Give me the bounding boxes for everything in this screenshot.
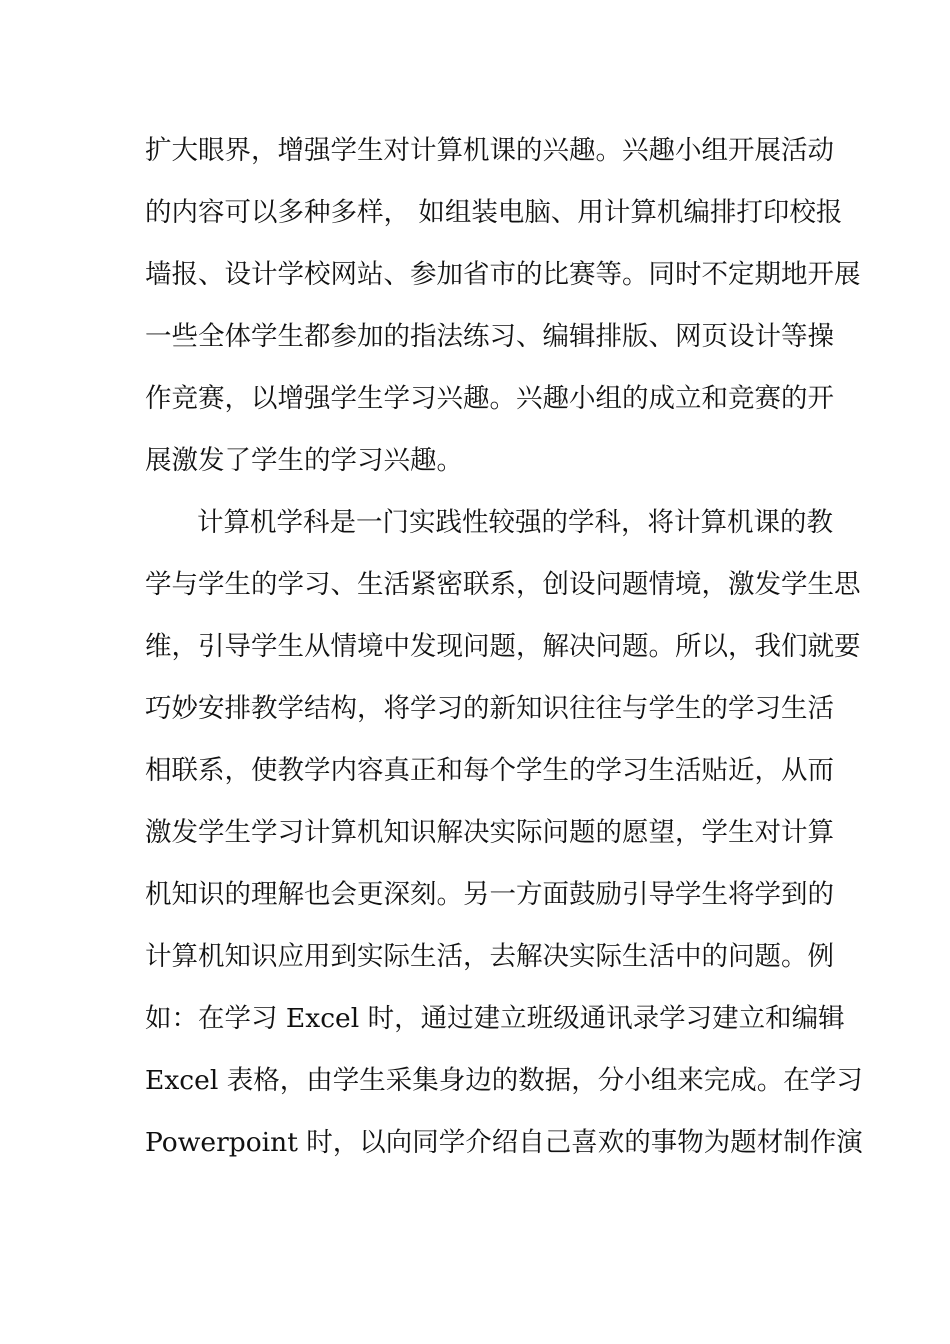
paragraph-first-line: 计算机学科是一门实践性较强的学科，将计算机课的教 <box>197 507 833 538</box>
text-line: 机知识的理解也会更深刻。另一方面鼓励引导学生将学到的 <box>145 879 834 910</box>
text-line: 扩大眼界，增强学生对计算机课的兴趣。兴趣小组开展活动 <box>145 135 834 166</box>
text-line: 激发学生学习计算机知识解决实际问题的愿望，学生对计算 <box>145 817 834 848</box>
text-line: 相联系，使教学内容真正和每个学生的学习生活贴近，从而 <box>145 755 834 786</box>
text-line: 一些全体学生都参加的指法练习、编辑排版、网页设计等操 <box>145 321 834 352</box>
text-line: 学与学生的学习、生活紧密联系，创设问题情境，激发学生思 <box>145 569 861 600</box>
text-line: Powerpoint 时，以向同学介绍自己喜欢的事物为题材制作演 <box>145 1127 863 1158</box>
text-line: 维，引导学生从情境中发现问题，解决问题。所以，我们就要 <box>145 631 861 662</box>
text-line: Excel 表格，由学生采集身边的数据，分小组来完成。在学习 <box>145 1065 863 1096</box>
text-line: 墙报、设计学校网站、参加省市的比赛等。同时不定期地开展 <box>145 259 861 290</box>
text-line: 的内容可以多种多样， 如组装电脑、用计算机编排打印校报 <box>145 197 843 228</box>
text-line: 如：在学习 Excel 时，通过建立班级通讯录学习建立和编辑 <box>145 1003 845 1034</box>
text-line: 作竞赛，以增强学生学习兴趣。兴趣小组的成立和竞赛的开 <box>145 383 834 414</box>
text-line: 计算机知识应用到实际生活，去解决实际生活中的问题。例 <box>145 941 834 972</box>
body-text <box>145 120 863 1174</box>
text-line: 巧妙安排教学结构，将学习的新知识往往与学生的学习生活 <box>145 693 834 724</box>
text-line: 展激发了学生的学习兴趣。 <box>145 445 463 476</box>
